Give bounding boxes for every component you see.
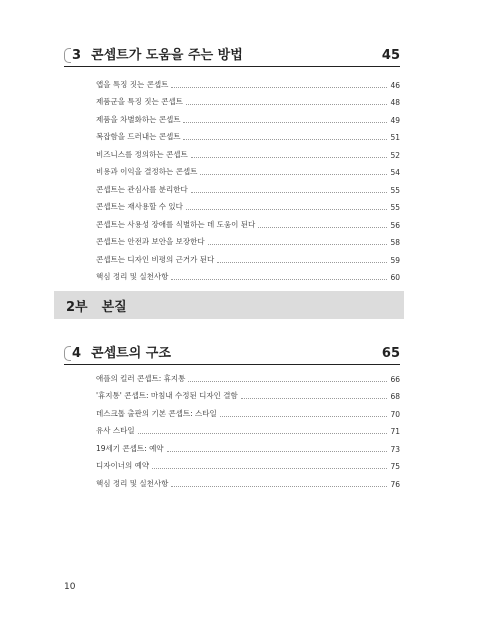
toc-entry-title: 비즈니스를 정의하는 콘셉트 bbox=[96, 149, 188, 159]
dot-leader bbox=[183, 122, 387, 123]
toc-entry-page: 54 bbox=[390, 168, 400, 177]
toc-entry-title: 애플의 킬러 콘셉트: 휴지통 bbox=[96, 373, 186, 383]
toc-entry-page: 56 bbox=[390, 220, 400, 230]
toc-entry[interactable] bbox=[96, 142, 400, 160]
toc-entry-page: 66 bbox=[390, 374, 400, 384]
toc-entry[interactable] bbox=[96, 72, 400, 90]
dot-leader bbox=[188, 381, 387, 382]
toc-entry-title: 콘셉트는 디자인 비평의 근거가 된다 bbox=[96, 254, 215, 264]
toc-entry-title: 복잡함을 드러내는 콘셉트 bbox=[96, 132, 181, 141]
toc-entry-title: 디자이너의 예약 bbox=[96, 461, 150, 470]
toc-entry-page: 48 bbox=[390, 98, 400, 107]
toc-entry-title: 제품을 차별화하는 콘셉트 bbox=[96, 114, 181, 124]
dot-leader bbox=[191, 192, 388, 193]
toc-entry[interactable] bbox=[96, 366, 400, 384]
dot-leader bbox=[241, 398, 388, 399]
dot-leader bbox=[171, 87, 387, 88]
dot-leader bbox=[186, 209, 388, 210]
part-title: 본질 bbox=[101, 299, 127, 315]
toc-entry-title: 앱을 특징 짓는 콘셉트 bbox=[96, 79, 169, 89]
toc-entry[interactable] bbox=[96, 230, 400, 248]
dot-leader bbox=[258, 227, 387, 228]
toc-entry[interactable] bbox=[96, 160, 400, 178]
toc-entry[interactable] bbox=[96, 436, 400, 454]
toc-entry-title: 콘셉트는 재사용할 수 있다 bbox=[96, 202, 183, 211]
toc-entry-title: 핵심 정리 및 실천사항 bbox=[96, 478, 169, 488]
toc-entry[interactable] bbox=[96, 384, 400, 402]
toc-entry-page: 55 bbox=[390, 203, 400, 212]
toc-entry-title: 데스크톱 출판의 기본 콘셉트: 스타일 bbox=[96, 408, 217, 418]
dot-leader bbox=[217, 262, 387, 263]
chapter-page-number: 65 bbox=[381, 346, 400, 361]
toc-entry-page: 49 bbox=[390, 115, 400, 125]
toc-entry[interactable] bbox=[96, 247, 400, 265]
chapter-number-3: 3 bbox=[64, 48, 81, 63]
dot-leader bbox=[152, 468, 387, 469]
dot-leader bbox=[183, 139, 387, 140]
chapter-heading-4[interactable] bbox=[64, 342, 400, 365]
toc-entry-title: 핵심 정리 및 실천사항 bbox=[96, 272, 169, 281]
toc-entry-page: 46 bbox=[390, 80, 400, 90]
toc-entry[interactable] bbox=[96, 471, 400, 489]
toc-entry-page: 68 bbox=[390, 392, 400, 401]
toc-entry-title: '휴지통' 콘셉트: 마침내 수정된 디자인 결함 bbox=[96, 391, 238, 400]
chapter-3-entry-list bbox=[96, 72, 400, 282]
toc-entry[interactable] bbox=[96, 419, 400, 437]
dot-leader bbox=[171, 486, 387, 487]
dot-leader bbox=[171, 279, 387, 280]
chapter-page-number: 45 bbox=[381, 48, 400, 63]
dot-leader bbox=[220, 416, 388, 417]
toc-entry-title: 콘셉트는 관심사를 분리한다 bbox=[96, 184, 188, 194]
toc-entry-title: 콘셉트는 안전과 보안을 보장한다 bbox=[96, 237, 205, 246]
toc-entry-title: 제품군을 특징 짓는 콘셉트 bbox=[96, 97, 183, 106]
chapter-3-title-group bbox=[64, 44, 243, 63]
toc-entry-title: 유사 스타일 bbox=[96, 426, 135, 435]
toc-entry[interactable] bbox=[96, 90, 400, 108]
chapter-title: 콘셉트가 도움을 주는 방법 bbox=[91, 48, 243, 63]
toc-entry-page: 60 bbox=[390, 273, 400, 282]
part-number: 2부 bbox=[66, 299, 88, 315]
toc-entry[interactable] bbox=[96, 401, 400, 419]
toc-entry-title: 비용과 이익을 결정하는 콘셉트 bbox=[96, 167, 198, 176]
dot-leader bbox=[191, 157, 388, 158]
chapter-bracket-icon bbox=[64, 48, 71, 63]
toc-entry[interactable] bbox=[96, 177, 400, 195]
chapter-heading-3[interactable] bbox=[64, 44, 400, 67]
toc-entry[interactable] bbox=[96, 125, 400, 143]
chapter-bracket-icon bbox=[64, 346, 71, 361]
dot-leader bbox=[138, 433, 388, 434]
chapter-4-title-group bbox=[64, 342, 171, 361]
toc-entry-page: 71 bbox=[390, 427, 400, 436]
toc-entry[interactable] bbox=[96, 212, 400, 230]
toc-entry[interactable] bbox=[96, 107, 400, 125]
toc-entry-title: 콘셉트는 사용성 장애를 식별하는 데 도움이 된다 bbox=[96, 219, 256, 229]
dot-leader bbox=[167, 451, 388, 452]
toc-entry[interactable] bbox=[96, 265, 400, 283]
toc-entry-title: 19세기 콘셉트: 예약 bbox=[96, 443, 164, 453]
dot-leader bbox=[208, 244, 388, 245]
toc-entry-page: 70 bbox=[390, 409, 400, 419]
chapter-title: 콘셉트의 구조 bbox=[91, 346, 171, 361]
toc-entry-page: 59 bbox=[390, 255, 400, 265]
toc-entry-page: 58 bbox=[390, 238, 400, 247]
dot-leader bbox=[200, 174, 387, 175]
chapter-number-4: 4 bbox=[64, 346, 81, 361]
toc-entry-page: 75 bbox=[390, 462, 400, 471]
dot-leader bbox=[186, 104, 388, 105]
page-footer-number: 10 bbox=[64, 582, 76, 592]
toc-entry[interactable] bbox=[96, 195, 400, 213]
toc-entry[interactable] bbox=[96, 454, 400, 472]
toc-entry-page: 73 bbox=[390, 444, 400, 454]
toc-entry-page: 52 bbox=[390, 150, 400, 160]
toc-entry-page: 55 bbox=[390, 185, 400, 195]
toc-entry-page: 76 bbox=[390, 479, 400, 489]
toc-entry-page: 51 bbox=[390, 133, 400, 142]
chapter-4-entry-list bbox=[96, 366, 400, 489]
part-heading[interactable] bbox=[54, 291, 404, 319]
